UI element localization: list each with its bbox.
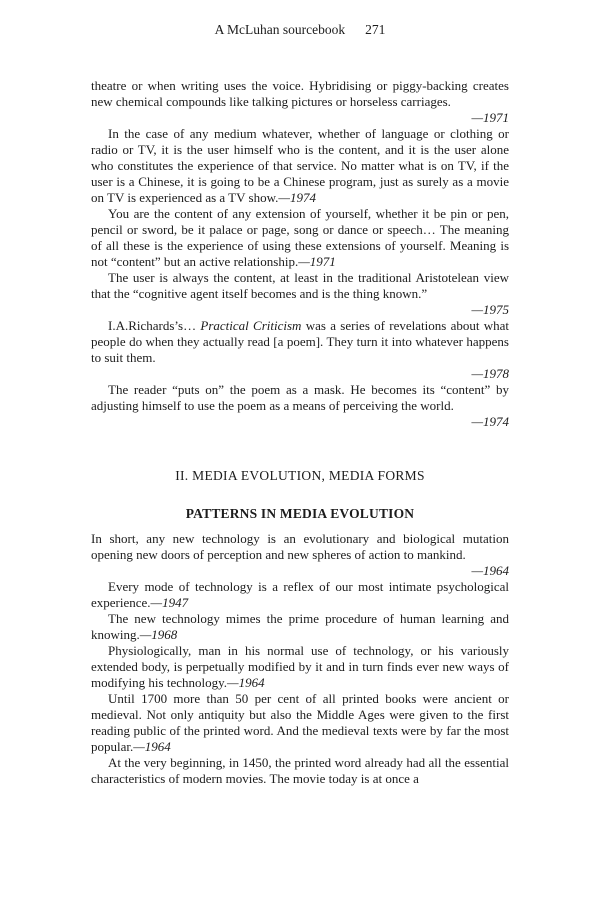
section-heading: II. MEDIA EVOLUTION, MEDIA FORMS: [175, 468, 425, 483]
italic-text: —1968: [139, 627, 178, 642]
body-text: Until 1700 more than 50 per cent of all printed books were ancient or medieval. Not only antiquity but also the Middle Ages were given to the first reading public of the printed word. And the medieval texts were by far the most popular.: [91, 691, 509, 754]
paragraph: [91, 643, 509, 691]
body-text: was a series of revelations about what people do when they actually read [a poem]. They turn it into whatever happens to suit them.: [91, 318, 509, 365]
body-text: In short, any new technology is an evolutionary and biological mutation opening new doors of perception and new spheres of action to mankind.: [91, 531, 509, 562]
paragraph: [91, 755, 509, 787]
paragraph: [91, 206, 509, 270]
italic-text: —1947: [150, 595, 189, 610]
body-text: Every mode of technology is a reflex of our most intimate psychological experience.: [91, 579, 509, 610]
page-content: [91, 78, 509, 787]
attribution-date: —1975: [471, 302, 509, 317]
body-text: At the very beginning, in 1450, the printed word already had all the essential characteristics of modern movies. The movie today is at once a: [91, 755, 509, 786]
body-text: The new technology mimes the prime procedure of human learning and knowing.: [91, 611, 509, 642]
body-text: You are the content of any extension of yourself, whether it be pin or pen, pencil or sword, be it palace or page, song or dance or speech… The meaning of all these is the experience of using these extensions of yourself. Meaning is not “content” but an active relationship.: [91, 206, 509, 269]
italic-text: —1964: [227, 675, 265, 690]
running-head: [91, 22, 509, 38]
running-head-title: A McLuhan sourcebook: [214, 22, 346, 37]
italic-text: Practical Criticism: [200, 318, 302, 333]
body-text: The reader “puts on” the poem as a mask. He becomes its “content” by adjusting himself to use the poem as a means of perceiving the world.: [91, 382, 509, 413]
italic-text: —1974: [278, 190, 316, 205]
italic-text: —1964: [133, 739, 171, 754]
paragraph: [91, 78, 509, 110]
paragraph: [91, 126, 509, 206]
attribution-date: —1964: [471, 563, 509, 578]
body-text: I.A.Richards’s…: [108, 318, 201, 333]
attribution-date: —1978: [471, 366, 509, 381]
body-text: The user is always the content, at least in the traditional Aristotelean view that the “cognitive agent itself becomes and is the thing known.”: [91, 270, 509, 301]
paragraph: [91, 691, 509, 755]
attribution-date: —1974: [471, 414, 509, 429]
body-text: theatre or when writing uses the voice. Hybridising or piggy-backing creates new chemical compounds like talking pictures or horseless carriages.: [91, 78, 509, 109]
body-text: Physiologically, man in his normal use of technology, or his variously extended body, is perpetually modified by it and in turn finds ever new ways of modifying his technology.: [91, 643, 509, 690]
body-text: In the case of any medium whatever, whether of language or clothing or radio or TV, it is the user himself who is the content, and it is the user alone who constitutes the experience of that service. No matter what is on TV, if the user is a Chinese, it is going to be a Chinese program, just as surely as a movie on TV is experienced as a TV show.: [91, 126, 509, 205]
paragraph: [91, 318, 509, 366]
attribution-date: —1971: [471, 110, 509, 125]
paragraph: [91, 531, 509, 563]
page-number: 271: [365, 22, 386, 37]
italic-text: —1971: [298, 254, 336, 269]
subsection-heading: PATTERNS IN MEDIA EVOLUTION: [185, 506, 415, 521]
paragraph: [91, 611, 509, 643]
paragraph: [91, 270, 509, 302]
paragraph: [91, 579, 509, 611]
paragraph: [91, 382, 509, 414]
